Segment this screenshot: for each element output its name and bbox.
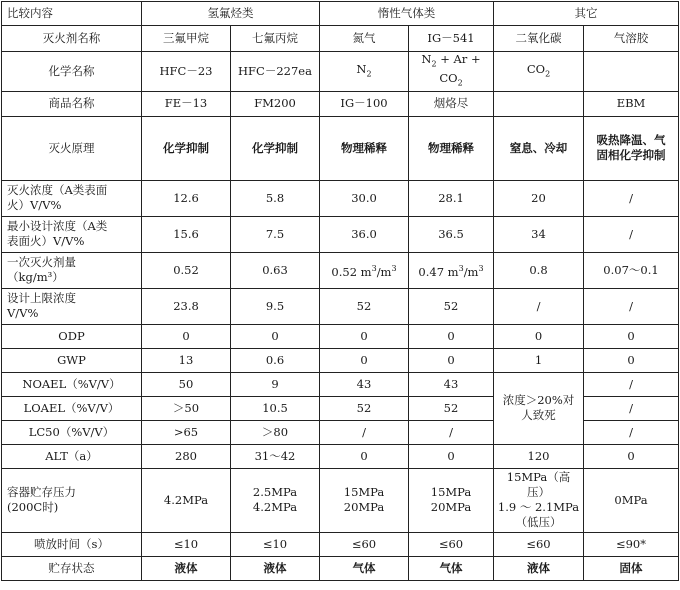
cell: 0 xyxy=(320,324,409,348)
row-label: 设计上限浓度 V/V% xyxy=(2,288,142,324)
cell: 43 xyxy=(409,372,494,396)
row-agent-name xyxy=(2,26,679,52)
cell: 7.5 xyxy=(231,216,320,252)
cell: / xyxy=(320,420,409,444)
header-group-hfc: 氢氟烃类 xyxy=(142,2,320,26)
cell: 液体 xyxy=(494,556,584,580)
formula-subscript: 2 xyxy=(457,78,463,88)
row-label: 一次灭火剂量 （kg/m³） xyxy=(2,252,142,288)
formula-text: + Ar + CO xyxy=(436,52,481,86)
cell: 52 xyxy=(320,396,409,420)
cell: / xyxy=(584,372,679,396)
cell: 30.0 xyxy=(320,180,409,216)
cell: ≤90* xyxy=(584,532,679,556)
cell: 34 xyxy=(494,216,584,252)
row-trade-name xyxy=(2,91,679,116)
cell: 36.5 xyxy=(409,216,494,252)
dose-text: /m xyxy=(463,264,479,279)
row-label: LC50（%V/V） xyxy=(2,420,142,444)
formula-text: N xyxy=(356,61,367,76)
row-label: 喷放时间（s） xyxy=(2,532,142,556)
cell: EBM xyxy=(584,91,679,116)
formula-subscript: 2 xyxy=(366,68,372,78)
cell: 物理稀释 xyxy=(320,116,409,180)
cell: IG－541 xyxy=(409,26,494,52)
cell: / xyxy=(584,420,679,444)
cell: / xyxy=(584,216,679,252)
cell xyxy=(494,91,584,116)
cell: 1 xyxy=(494,348,584,372)
cell: 0.63 xyxy=(231,252,320,288)
cell: 13 xyxy=(142,348,231,372)
cell: ＞80 xyxy=(231,420,320,444)
row-label: 灭火原理 xyxy=(2,116,142,180)
cell xyxy=(320,252,409,288)
cell: IG－100 xyxy=(320,91,409,116)
cell: FE－13 xyxy=(142,91,231,116)
cell xyxy=(409,52,494,92)
row-label: 化学名称 xyxy=(2,52,142,92)
cell: HFC－227ea xyxy=(231,52,320,92)
cell: 三氟甲烷 xyxy=(142,26,231,52)
cell: / xyxy=(584,288,679,324)
row-label: 灭火剂名称 xyxy=(2,26,142,52)
cell: 2.5MPa 4.2MPa xyxy=(231,468,320,532)
cell: 12.6 xyxy=(142,180,231,216)
cell: / xyxy=(584,396,679,420)
row-gwp xyxy=(2,348,679,372)
cell: 15MPa 20MPa xyxy=(409,468,494,532)
cell: 氮气 xyxy=(320,26,409,52)
cell: 0.8 xyxy=(494,252,584,288)
row-odp xyxy=(2,324,679,348)
formula-subscript: 2 xyxy=(545,68,551,78)
cell: 窒息、冷却 xyxy=(494,116,584,180)
row-label: 商品名称 xyxy=(2,91,142,116)
row-single-dose xyxy=(2,252,679,288)
dose-superscript: 3 xyxy=(478,263,484,273)
cell: 0.07～0.1 xyxy=(584,252,679,288)
cell xyxy=(494,52,584,92)
row-upper-limit xyxy=(2,288,679,324)
cell: 50 xyxy=(142,372,231,396)
row-alt xyxy=(2,444,679,468)
row-label: 容器贮存压力 (200C时) xyxy=(2,468,142,532)
row-label: NOAEL（%V/V） xyxy=(2,372,142,396)
cell: 化学抑制 xyxy=(142,116,231,180)
cell: 液体 xyxy=(142,556,231,580)
cell: 物理稀释 xyxy=(409,116,494,180)
cell: 气溶胶 xyxy=(584,26,679,52)
cell: 0 xyxy=(584,444,679,468)
cell: 52 xyxy=(320,288,409,324)
cell: 气体 xyxy=(409,556,494,580)
row-noael xyxy=(2,372,679,396)
cell: 15.6 xyxy=(142,216,231,252)
cell: 0 xyxy=(231,324,320,348)
cell: / xyxy=(409,420,494,444)
formula-text: CO xyxy=(526,61,546,76)
row-label: ALT（a） xyxy=(2,444,142,468)
cell: FM200 xyxy=(231,91,320,116)
cell: >65 xyxy=(142,420,231,444)
cell: 43 xyxy=(320,372,409,396)
cell: 0 xyxy=(494,324,584,348)
dose-superscript: 3 xyxy=(371,263,377,273)
cell: 15MPa（高压） 1.9 ～ 2.1MPa （低压） xyxy=(494,468,584,532)
header-group-other: 其它 xyxy=(494,2,679,26)
comparison-table xyxy=(1,1,679,581)
header-group-inert: 惰性气体类 xyxy=(320,2,494,26)
row-storage-state xyxy=(2,556,679,580)
cell: 28.1 xyxy=(409,180,494,216)
cell: 9 xyxy=(231,372,320,396)
formula-subscript: 2 xyxy=(431,59,437,69)
row-label: 灭火浓度（A类表面 火）V/V% xyxy=(2,180,142,216)
cell: 36.0 xyxy=(320,216,409,252)
cell: 0 xyxy=(584,324,679,348)
row-min-design xyxy=(2,216,679,252)
cell: ≤60 xyxy=(409,532,494,556)
row-ext-conc xyxy=(2,180,679,216)
cell: 0 xyxy=(584,348,679,372)
row-principle xyxy=(2,116,679,180)
cell: 9.5 xyxy=(231,288,320,324)
cell: 液体 xyxy=(231,556,320,580)
cell: / xyxy=(494,288,584,324)
cell: 七氟丙烷 xyxy=(231,26,320,52)
cell: 0.52 xyxy=(142,252,231,288)
cell: 31～42 xyxy=(231,444,320,468)
row-discharge-time xyxy=(2,532,679,556)
cell: 120 xyxy=(494,444,584,468)
cell: 0 xyxy=(409,444,494,468)
cell: 0 xyxy=(409,348,494,372)
row-storage-pressure xyxy=(2,468,679,532)
cell: 20 xyxy=(494,180,584,216)
cell: ≤10 xyxy=(142,532,231,556)
cell: ≤60 xyxy=(320,532,409,556)
co2-lethal-note: 浓度＞20%对 人致死 xyxy=(494,372,584,444)
row-label: 贮存状态 xyxy=(2,556,142,580)
cell: 23.8 xyxy=(142,288,231,324)
cell: 二氧化碳 xyxy=(494,26,584,52)
cell: / xyxy=(584,180,679,216)
cell: 0 xyxy=(320,444,409,468)
dose-text: /m xyxy=(376,264,392,279)
row-label: LOAEL（%V/V） xyxy=(2,396,142,420)
cell: ≤60 xyxy=(494,532,584,556)
cell xyxy=(409,252,494,288)
cell: 0MPa xyxy=(584,468,679,532)
cell: 280 xyxy=(142,444,231,468)
dose-text: 0.47 m xyxy=(418,264,459,279)
cell: 化学抑制 xyxy=(231,116,320,180)
cell: 固体 xyxy=(584,556,679,580)
cell: 4.2MPa xyxy=(142,468,231,532)
cell: 52 xyxy=(409,396,494,420)
cell: HFC－23 xyxy=(142,52,231,92)
cell xyxy=(584,52,679,92)
dose-superscript: 3 xyxy=(391,263,397,273)
cell: 10.5 xyxy=(231,396,320,420)
cell: 气体 xyxy=(320,556,409,580)
row-label: 最小设计浓度（A类 表面火）V/V% xyxy=(2,216,142,252)
dose-text: 0.52 m xyxy=(331,264,372,279)
dose-superscript: 3 xyxy=(458,263,464,273)
cell: 0 xyxy=(409,324,494,348)
row-chemical-name xyxy=(2,52,679,92)
cell: ＞50 xyxy=(142,396,231,420)
formula-text: N xyxy=(421,52,432,66)
cell: 0 xyxy=(320,348,409,372)
row-label: GWP xyxy=(2,348,142,372)
cell: 烟烙尽 xyxy=(409,91,494,116)
cell: 15MPa 20MPa xyxy=(320,468,409,532)
cell: 0.6 xyxy=(231,348,320,372)
cell xyxy=(320,52,409,92)
cell: 吸热降温、气 固相化学抑制 xyxy=(584,116,679,180)
cell: 0 xyxy=(142,324,231,348)
header-row xyxy=(2,2,679,26)
row-label: ODP xyxy=(2,324,142,348)
cell: 5.8 xyxy=(231,180,320,216)
cell: ≤10 xyxy=(231,532,320,556)
cell: 52 xyxy=(409,288,494,324)
header-corner: 比较内容 xyxy=(2,2,142,26)
